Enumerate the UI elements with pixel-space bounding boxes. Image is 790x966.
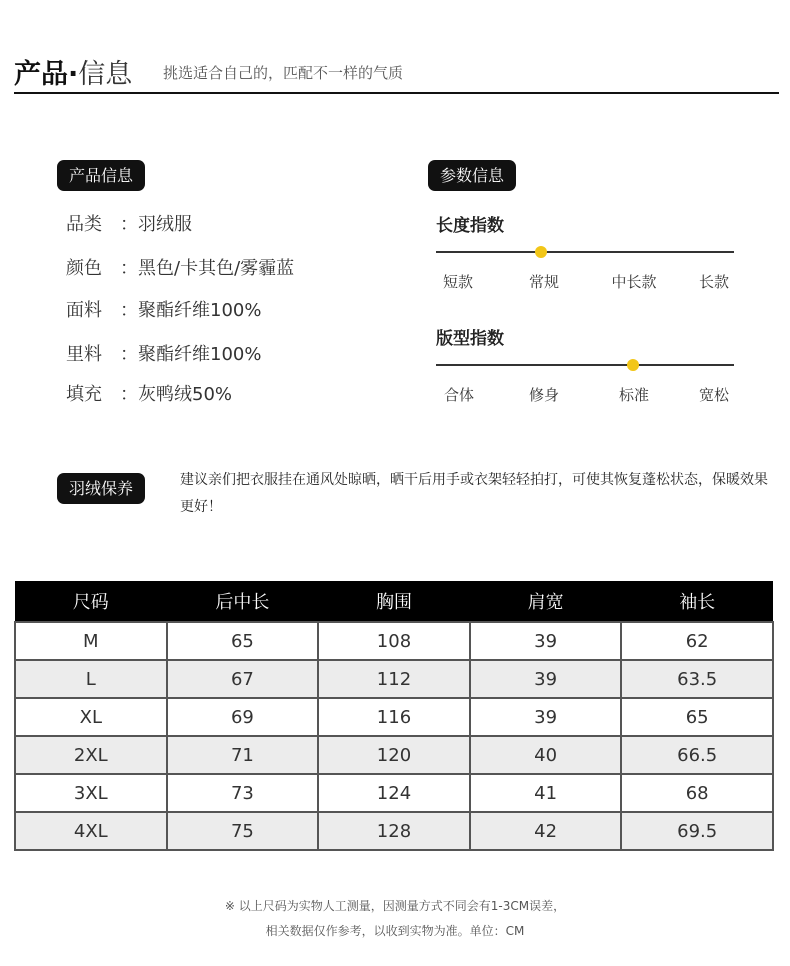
info-label-fabric: 面料 bbox=[66, 300, 102, 321]
length-label-regular: 常规 bbox=[528, 273, 559, 291]
length-label-midlong: 中长款 bbox=[611, 273, 657, 291]
table-cell: 69.5 bbox=[621, 812, 773, 850]
table-row bbox=[15, 622, 773, 660]
table-row bbox=[15, 774, 773, 812]
table-cell: 124 bbox=[318, 774, 470, 812]
table-cell: 71 bbox=[167, 736, 319, 774]
table-cell: 69 bbox=[167, 698, 319, 736]
table-cell: 112 bbox=[318, 660, 470, 698]
table-row bbox=[15, 736, 773, 774]
table-cell: 108 bbox=[318, 622, 470, 660]
length-label-short: 短款 bbox=[442, 273, 473, 291]
care-heading: 羽绒保养 bbox=[57, 473, 145, 504]
table-cell: 63.5 bbox=[621, 660, 773, 698]
table-cell: 116 bbox=[318, 698, 470, 736]
table-cell: 42 bbox=[470, 812, 622, 850]
size-table-header-row bbox=[15, 581, 773, 622]
info-value-lining: ：聚酯纤维100% bbox=[120, 344, 262, 365]
info-label-filling: 填充 bbox=[66, 384, 102, 405]
fit-label-loose: 宽松 bbox=[698, 386, 729, 404]
table-cell: 120 bbox=[318, 736, 470, 774]
fit-label-standard: 标准 bbox=[618, 386, 649, 404]
footnote-line-2: 相关数据仅作参考，以收到实物为准。单位：CM bbox=[265, 924, 525, 938]
table-cell: 39 bbox=[470, 622, 622, 660]
table-cell: 128 bbox=[318, 812, 470, 850]
product-info-heading: 产品信息 bbox=[57, 160, 145, 191]
info-value-filling: ：灰鸭绒50% bbox=[120, 384, 233, 405]
table-cell: 39 bbox=[470, 698, 622, 736]
size-header-chest: 胸围 bbox=[318, 581, 470, 622]
table-cell: L bbox=[15, 660, 167, 698]
table-cell: 3XL bbox=[15, 774, 167, 812]
fit-scale-marker bbox=[627, 359, 639, 371]
header-divider bbox=[14, 92, 779, 94]
length-scale-marker bbox=[535, 246, 547, 258]
size-table bbox=[14, 581, 774, 851]
table-cell: 65 bbox=[621, 698, 773, 736]
table-cell: 4XL bbox=[15, 812, 167, 850]
fit-label-fitted: 合体 bbox=[443, 386, 474, 404]
table-cell: 75 bbox=[167, 812, 319, 850]
page-title-light: 信息 bbox=[78, 59, 133, 90]
info-label-category: 品类 bbox=[66, 214, 102, 235]
table-cell: 41 bbox=[470, 774, 622, 812]
page-title-dot: · bbox=[68, 59, 79, 90]
table-cell: XL bbox=[15, 698, 167, 736]
size-header-sleeve: 袖长 bbox=[621, 581, 773, 622]
table-cell: 73 bbox=[167, 774, 319, 812]
care-text: 建议亲们把衣服挂在通风处晾晒，晒干后用手或衣架轻轻拍打，可使其恢复蓬松状态，保暖效果更好！ bbox=[180, 472, 768, 515]
length-scale-line bbox=[436, 251, 734, 253]
table-cell: M bbox=[15, 622, 167, 660]
fit-scale-line bbox=[436, 364, 734, 366]
length-index-title: 长度指数 bbox=[436, 216, 504, 236]
table-cell: 68 bbox=[621, 774, 773, 812]
table-cell: 2XL bbox=[15, 736, 167, 774]
info-label-color: 颜色 bbox=[66, 258, 102, 279]
info-value-color: ：黑色/卡其色/雾霾蓝 bbox=[120, 258, 295, 279]
info-value-category: ：羽绒服 bbox=[120, 214, 192, 235]
table-row bbox=[15, 698, 773, 736]
length-label-long: 长款 bbox=[698, 273, 729, 291]
page-title-bold: 产品 bbox=[14, 59, 68, 90]
page-subtitle: 挑选适合自己的，匹配不一样的气质 bbox=[163, 64, 404, 82]
table-row bbox=[15, 812, 773, 850]
params-heading: 参数信息 bbox=[428, 160, 516, 191]
footnote-line-1: ※ 以上尺码为实物人工测量，因测量方式不同会有1-3CM误差， bbox=[224, 899, 566, 913]
info-value-fabric: ：聚酯纤维100% bbox=[120, 300, 262, 321]
fit-index-title: 版型指数 bbox=[436, 329, 504, 349]
page-title bbox=[14, 52, 132, 91]
size-header-back-length: 后中长 bbox=[167, 581, 319, 622]
table-cell: 62 bbox=[621, 622, 773, 660]
table-cell: 66.5 bbox=[621, 736, 773, 774]
table-cell: 67 bbox=[167, 660, 319, 698]
table-cell: 39 bbox=[470, 660, 622, 698]
size-header-size: 尺码 bbox=[15, 581, 167, 622]
fit-label-slim: 修身 bbox=[528, 386, 559, 404]
size-header-shoulder: 肩宽 bbox=[470, 581, 622, 622]
table-cell: 65 bbox=[167, 622, 319, 660]
table-row bbox=[15, 660, 773, 698]
table-cell: 40 bbox=[470, 736, 622, 774]
info-label-lining: 里料 bbox=[66, 344, 102, 365]
